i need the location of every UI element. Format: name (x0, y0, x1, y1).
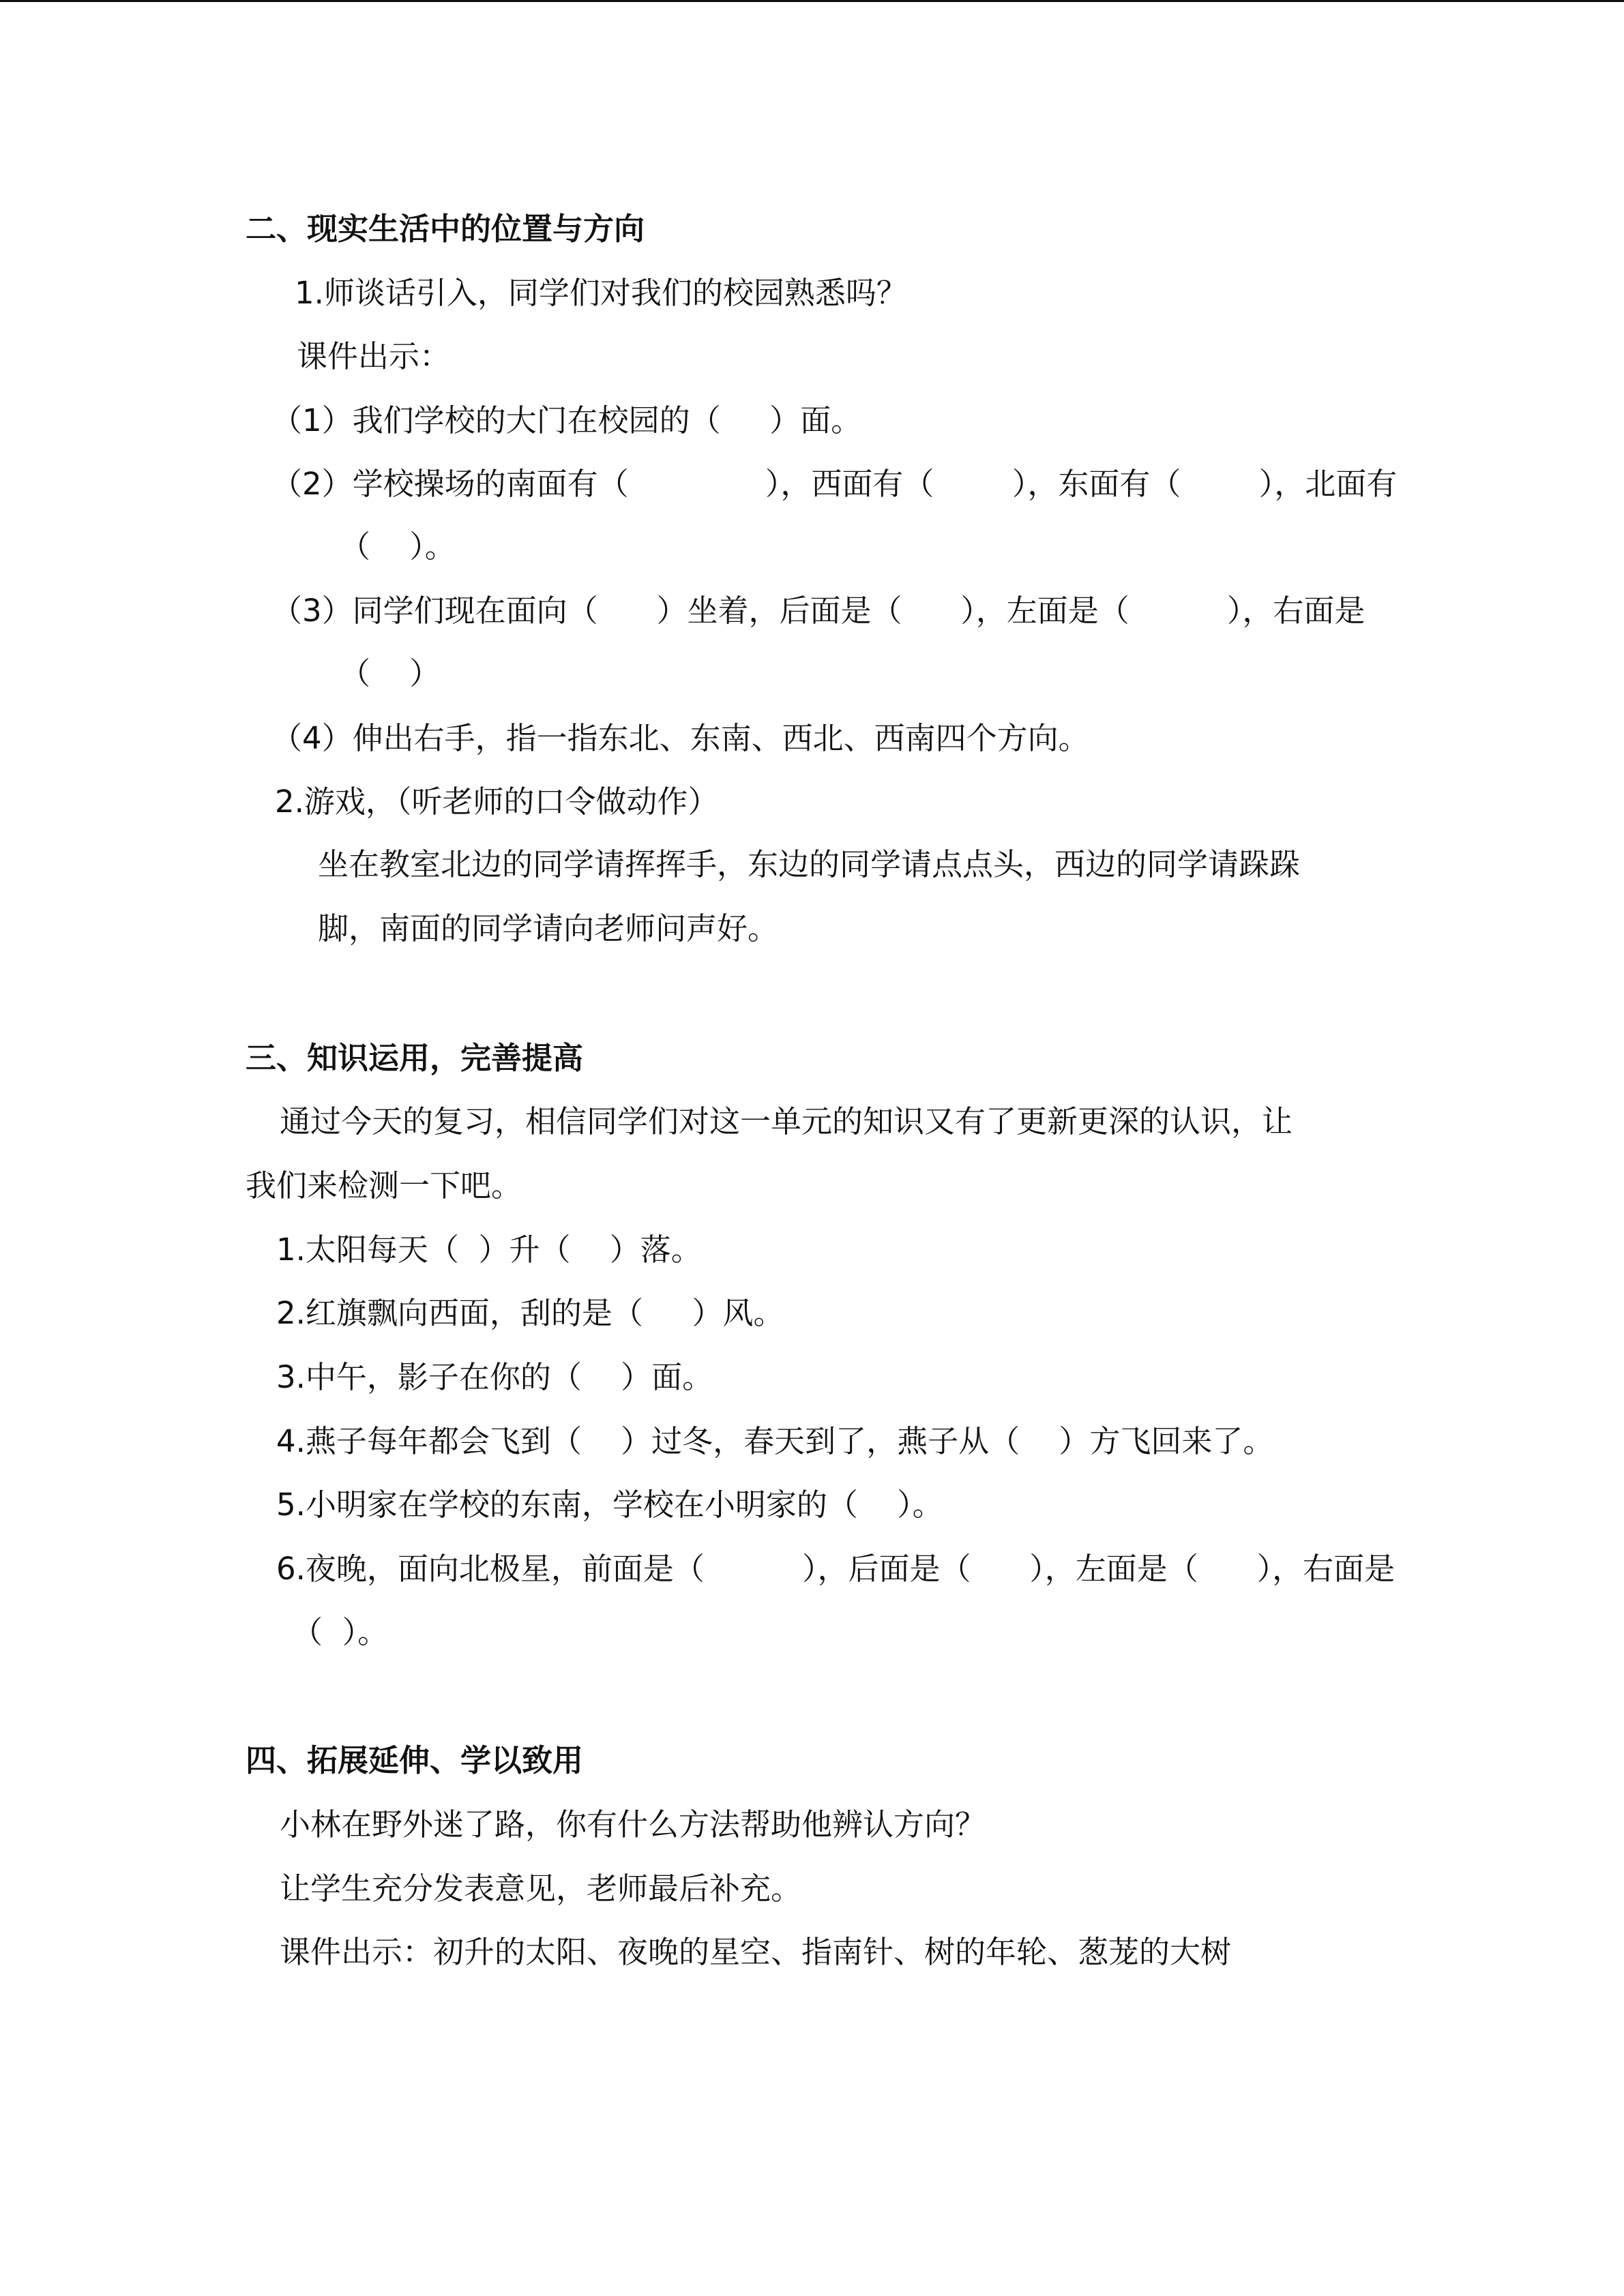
paragraph-line: 小林在野外迷了路，你有什么方法帮助他辨认方向？ (280, 1806, 986, 1843)
question-item: 2.红旗飘向西面，刮的是（ ）风。 (276, 1295, 784, 1331)
question-item: （2）学校操场的南面有（ ），西面有（ ），东面有（ ），北面有 (271, 466, 1398, 502)
question-item: （3）同学们现在面向（ ）坐着，后面是（ ），左面是（ ），右面是 (271, 593, 1365, 629)
question-item: （4）伸出右手，指一指东北、东南、西北、西南四个方向。 (271, 720, 1089, 756)
page-top-border (0, 0, 1624, 2)
paragraph-line: 坐在教室北边的同学请挥挥手，东边的同学请点点头，西边的同学请跺跺 (318, 846, 1301, 882)
section-heading: 三、知识运用，完善提高 (246, 1040, 584, 1076)
paragraph-line: 脚，南面的同学请向老师问声好。 (318, 910, 779, 946)
paragraph-line: 我们来检测一下吧。 (246, 1167, 522, 1204)
question-item: （1）我们学校的大门在校园的（ ）面。 (271, 402, 862, 438)
question-item-continuation: （ ）。 (292, 1614, 389, 1650)
question-item: 1.太阳每天（ ）升（ ）落。 (276, 1232, 702, 1268)
question-item: 6.夜晚，面向北极星，前面是（ ），后面是（ ），左面是（ ），右面是 (276, 1551, 1396, 1587)
paragraph-line: 通过今天的复习，相信同学们对这一单元的知识又有了更新更深的认识，让 (280, 1103, 1293, 1139)
paragraph-line: 课件出示：初升的太阳、夜晚的星空、指南针、树的年轮、葱茏的大树 (280, 1934, 1232, 1970)
paragraph-line: 2.游戏，（听老师的口令做动作） (275, 784, 719, 820)
section-heading: 四、拓展延伸、学以致用 (246, 1742, 584, 1778)
paragraph-line: 让学生充分发表意见，老师最后补充。 (280, 1870, 802, 1907)
question-item: 5.小明家在学校的东南，学校在小明家的（ ）。 (276, 1487, 943, 1523)
question-item: 3.中午，影子在你的（ ）面。 (276, 1359, 713, 1395)
paragraph-line: 课件出示： (297, 338, 451, 374)
section-heading: 二、现实生活中的位置与方向 (246, 211, 645, 247)
question-item: 4.燕子每年都会飞到（ ）过冬，春天到了，燕子从（ ）方飞回来了。 (276, 1423, 1274, 1459)
question-item-continuation: （ ）。 (340, 528, 456, 565)
paragraph-line: 1.师谈话引入，同学们对我们的校园熟悉吗？ (295, 275, 907, 311)
question-item-continuation: （ ） (340, 655, 441, 691)
